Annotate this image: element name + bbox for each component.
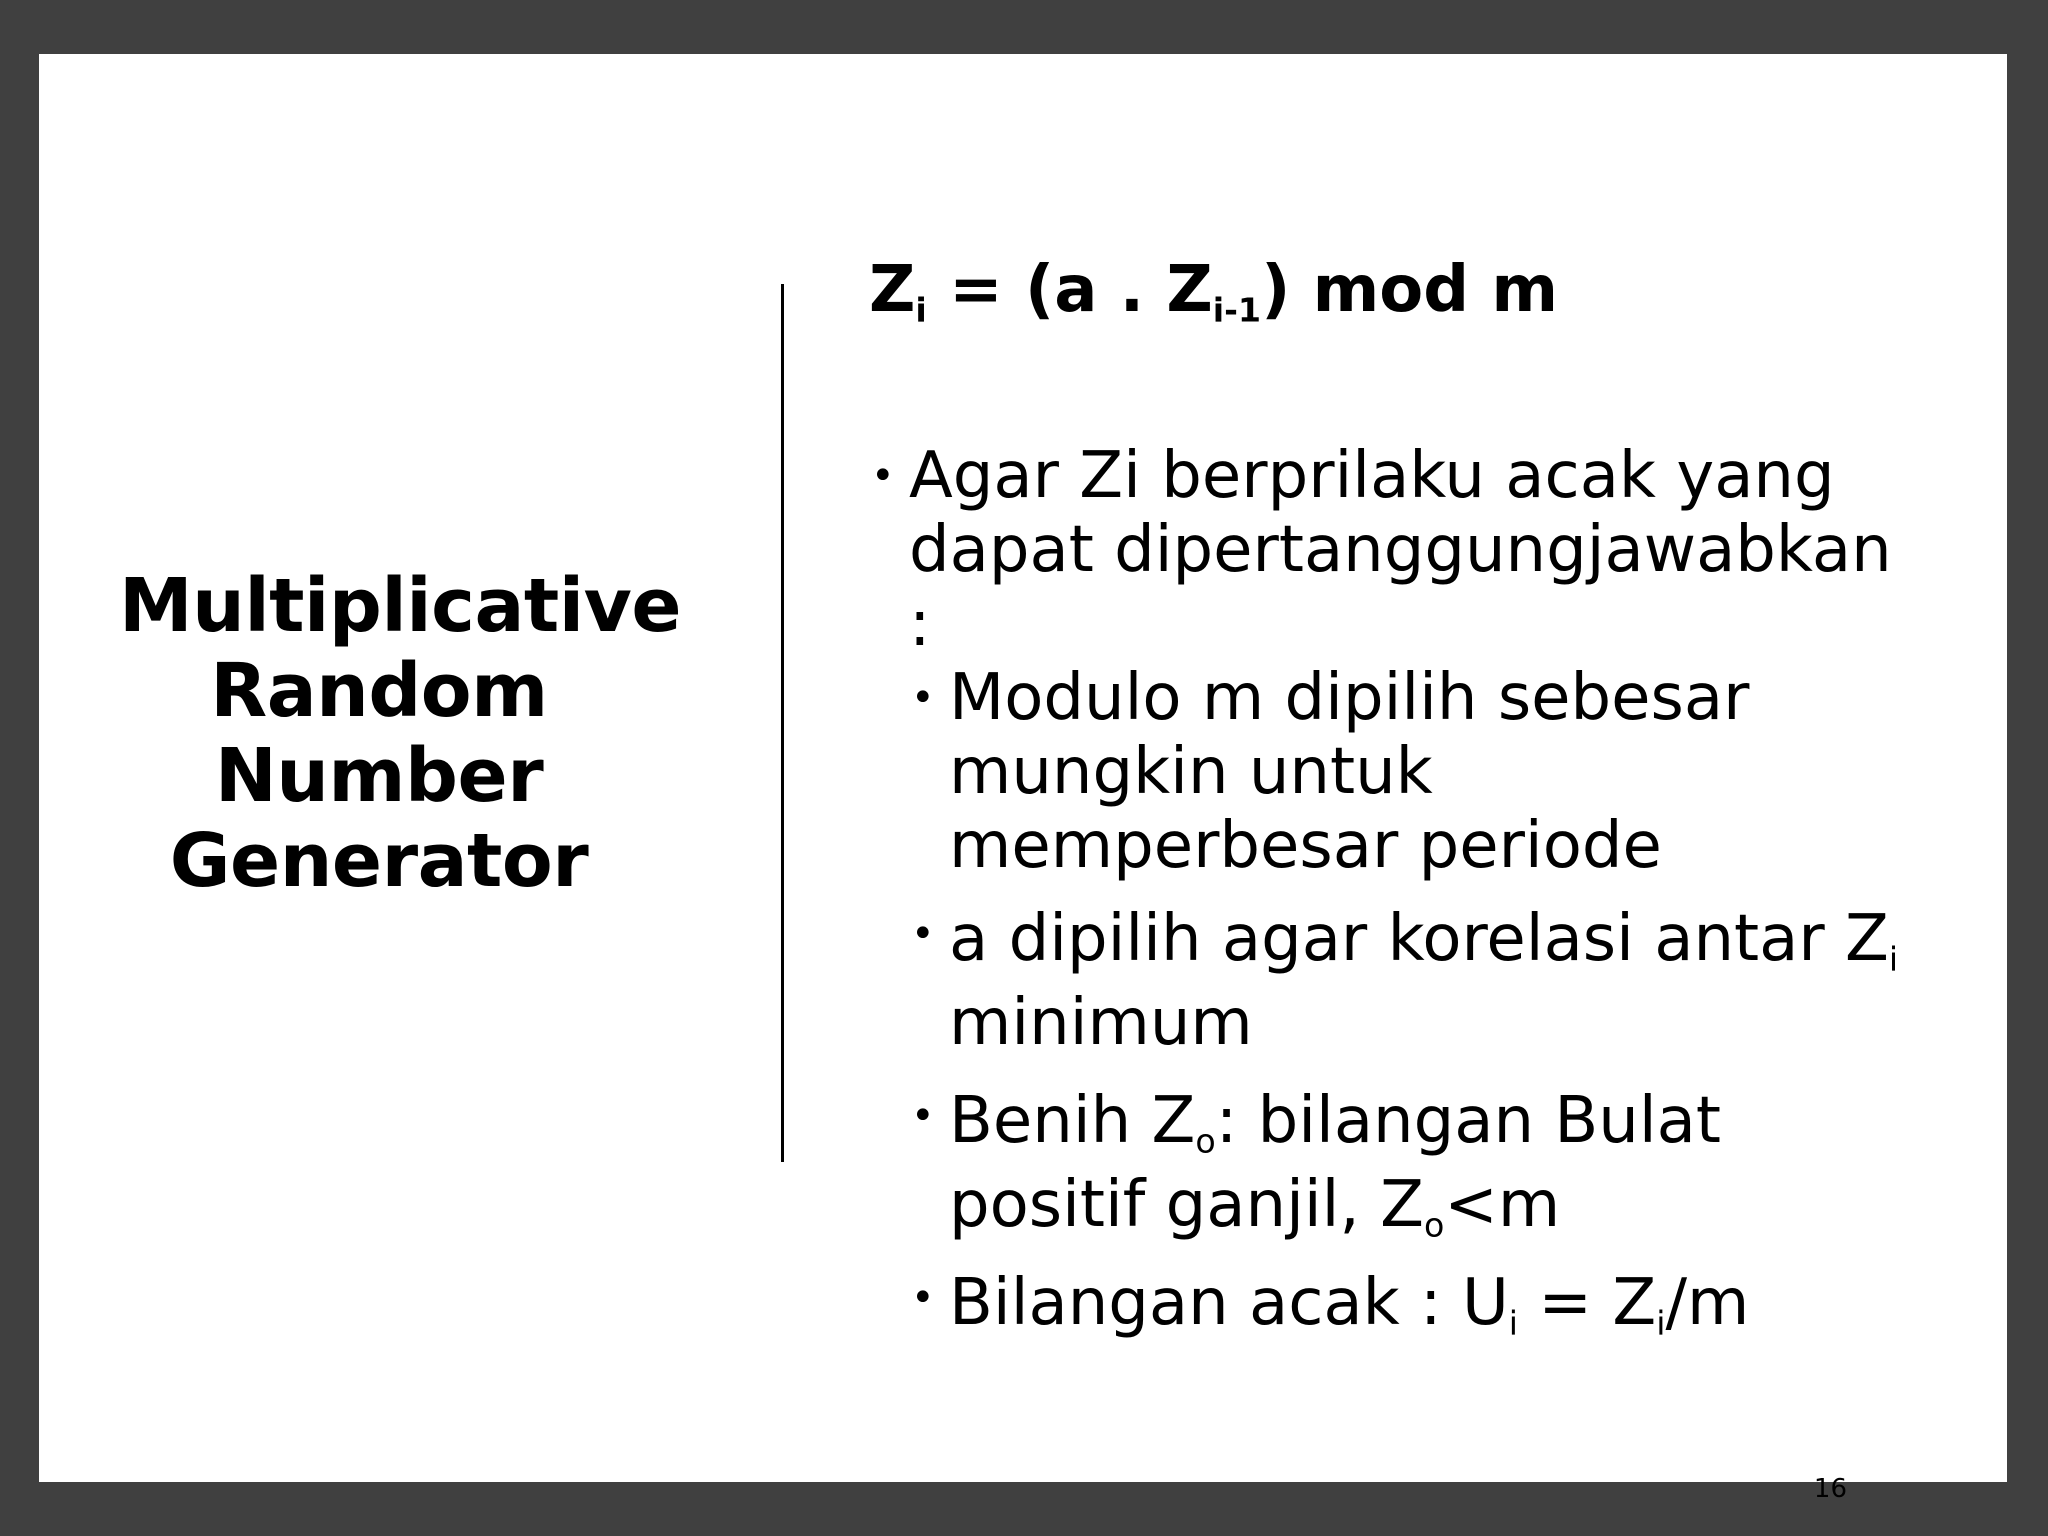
- bullet-dot-icon: •: [911, 1275, 935, 1321]
- sub-bullet-text: Bilangan acak : U: [949, 1266, 1509, 1340]
- sub-bullet-text: minimum: [949, 986, 1253, 1060]
- bullet-dot-icon: •: [911, 1093, 935, 1139]
- sub-bullet-text: <m: [1444, 1168, 1561, 1242]
- sub-bullet-item: [909, 661, 1899, 883]
- sub-bullet-list: [909, 661, 1899, 1345]
- sub-bullet-item: [909, 897, 1899, 1065]
- page-number: 16: [1813, 1474, 1847, 1504]
- slide-title: [119, 563, 682, 904]
- sub-bullet-text: : bilangan Bulat positif ganjil, Z: [949, 1084, 1721, 1242]
- bullet-dot-icon: •: [911, 911, 935, 957]
- sub-bullet-text: Modulo m dipilih sebesar mungkin untuk memperbesar periode: [949, 661, 1750, 883]
- subscript: o: [1195, 1121, 1216, 1161]
- formula: [869, 250, 1558, 330]
- vertical-divider: [781, 284, 784, 1162]
- main-bullet-item: [869, 439, 1899, 661]
- formula-end: ) mod m: [1261, 253, 1559, 327]
- formula-mid: = (a . Z: [926, 253, 1213, 327]
- formula-sub-i: i: [915, 290, 927, 330]
- formula-sub-prev: i-1: [1212, 290, 1262, 330]
- title-line: Number: [214, 733, 544, 819]
- formula-z: Z: [869, 253, 916, 327]
- title-line: Random: [210, 648, 548, 734]
- subscript: o: [1423, 1205, 1445, 1245]
- sub-bullet-item: [909, 1261, 1899, 1345]
- slide: [39, 54, 2007, 1504]
- sub-bullet-text: a dipilih agar korelasi antar Z: [949, 902, 1889, 976]
- subscript: i: [1508, 1303, 1519, 1343]
- sub-bullet-text: = Z: [1518, 1266, 1657, 1340]
- bullet-list: [869, 439, 1899, 1345]
- bullet-dot-icon: •: [911, 675, 935, 721]
- title-line: Generator: [169, 818, 589, 904]
- subscript: i: [1656, 1303, 1666, 1343]
- title-line: Multiplicative: [119, 563, 682, 649]
- subscript: i: [1888, 939, 1899, 979]
- sub-bullet-text: Benih Z: [949, 1084, 1196, 1158]
- sub-bullet-text: /m: [1665, 1266, 1750, 1340]
- main-bullet-text: Agar Zi berprilaku acak yang dapat dipertanggungjawabkan :: [909, 439, 1892, 661]
- sub-bullet-item: [909, 1079, 1899, 1247]
- bullet-dot-icon: •: [871, 453, 895, 499]
